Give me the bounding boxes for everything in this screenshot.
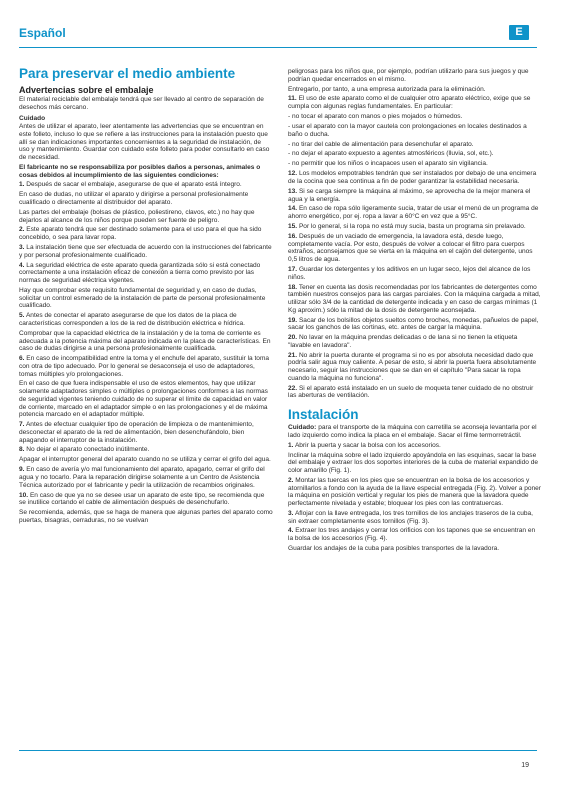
care-label: Cuidado xyxy=(19,115,46,123)
list-item xyxy=(288,317,542,332)
item-text: Guardar los andajes de la cuba para posibles transportes de la lavadora. xyxy=(288,545,500,553)
list-item xyxy=(19,181,273,189)
item-text: Este aparato tendrá que ser destinado solamente para el uso para el que ha sido concebido, o sea para lavar ropa. xyxy=(19,226,262,242)
item-number: 16. xyxy=(288,232,298,240)
care-paragraph: Antes de utilizar el aparato, leer atentamente las advertencias que se encuentran en este folleto, incluso lo que se refiere a las instrucciones para la instalación puesto que allí se dan indicaciones importantes concernientes a la seguridad de instalación, de uso y mantenimiento. Guardar con cuidado este folleto para poder consultarlo en caso de necesidad. xyxy=(19,123,270,161)
item-text: - no tocar el aparato con manos o pies mojados o húmedos. xyxy=(288,113,463,121)
list-item xyxy=(19,312,273,327)
list-item xyxy=(19,330,273,353)
list-item xyxy=(288,223,542,231)
item-number: 14. xyxy=(288,205,298,213)
list-item xyxy=(288,334,542,349)
list-item xyxy=(19,287,273,310)
item-text: Guardar los detergentes y los aditivos en un lugar seco, lejos del alcance de los niños. xyxy=(288,265,531,281)
list-item xyxy=(288,68,542,83)
disclaimer-paragraph: El fabricante no se responsabiliza por posibles daños a personas, animales o cosas debidos al incumplimiento de las siguientes condiciones: xyxy=(19,163,261,179)
list-item xyxy=(288,545,542,553)
item-text: En caso de incompatibilidad entre la toma y el enchufe del aparato, sustituir la toma con otra de tipo adecuado. Por lo general se desaconseja el uso de adaptadores, tomas múltiples y/o prolongaciones. xyxy=(19,355,270,378)
list-item xyxy=(288,86,542,94)
intro-paragraph: El material reciclable del embalaje tendrá que ser llevado al centro de separación de desechos más cercano. xyxy=(19,96,264,111)
list-item xyxy=(19,209,273,224)
page-number: 19 xyxy=(521,762,529,769)
item-text: Apagar el interruptor general del aparato cuando no se utiliza y cerrar el grifo del agua. xyxy=(19,456,271,464)
item-text: peligrosas para los niños que, por ejemplo, podrían utilizarlo para sus juegos y que podrían quedar encerrados en el mismo. xyxy=(288,68,529,83)
list-item xyxy=(19,446,273,454)
item-number: 3. xyxy=(288,509,294,517)
item-text: No abrir la puerta durante el programa si no es por absoluta necesidad dado que podría salir agua muy caliente. A pesar de esto, si abrir la puerta fuera absolutamente necesario, seguir las instrucciones que se dan en el capítulo "Para sacar la ropa cuando la máquina no funciona". xyxy=(288,351,537,382)
item-text: Los modelos empotrables tendrán que ser instalados por debajo de una encimera de la cocina que sea continua a fin de poder garantizar la estabilidad necesaria. xyxy=(288,170,537,185)
list-item xyxy=(19,244,273,259)
item-number: 10. xyxy=(19,491,29,499)
list-item xyxy=(288,527,542,542)
install-care-text: para el transporte de la máquina con carretilla se aconseja levantarla por el lado izquierdo como indica la placa en el embalaje. Sacar el filme termorretráctil. xyxy=(288,424,537,439)
item-text: Hay que comprobar este requisito fundamental de seguridad y, en caso de dudas, solicitar un control esmerado de la instalación de parte de personal profesionalmente cualificado. xyxy=(19,286,266,310)
item-text: - usar el aparato con la mayor cautela con prolongaciones en locales destinados a baño o ducha. xyxy=(288,122,527,138)
list-item xyxy=(288,385,542,400)
item-number: 22. xyxy=(288,384,298,392)
item-text: En caso de avería y/o mal funcionamiento del aparato, apagarlo, cerrar el grifo del agua y no tocarlo. Para la reparación dirigirse solamente a un Centro de Asistencia Técnica autorizado por el fabricante y pedir la utilización de recambios originales. xyxy=(19,466,265,489)
list-item xyxy=(288,510,542,525)
list-item xyxy=(19,355,273,378)
item-text: Antes de conectar el aparato asegurarse de que los datos de la placa de características corresponden a los de la red de distribución eléctrica e hídrica. xyxy=(19,312,245,327)
item-text: Inclinar la máquina sobre el lado izquierdo apoyándola en las esquinas, sacar la base del embalaje y extraer los dos soportes interiores de la cuba de material expandido de color amarillo (Fig. 1). xyxy=(288,451,539,474)
item-text: Después de sacar el embalaje, asegurarse de que el aparato está íntegro. xyxy=(26,181,242,189)
list-item xyxy=(19,492,273,507)
item-number: 9. xyxy=(19,466,25,474)
section-subtitle: Advertencias sobre el embalaje xyxy=(19,85,154,95)
left-column xyxy=(19,66,273,527)
item-number: 2. xyxy=(19,226,25,234)
item-text: Comprobar que la capacidad eléctrica de la instalación y de la toma de corriente es adecuada a la potencia máxima del aparato indicada en la placa de características. En caso de dudas dirigirse a una persona profesionalmente cualificada. xyxy=(19,329,271,353)
item-text: No dejar el aparato conectado inútilmente. xyxy=(26,446,150,454)
right-item-list xyxy=(288,68,542,400)
item-text: Tener en cuenta las dosis recomendadas por los fabricantes de detergentes como también nuestros consejos para las cargas parciales. Con la máquina cargada a mitad, utilizar sólo 3/4 de la cantidad de detergente indicada y en caso de cargas mínimas (1 Kg aproxim.) sólo la mitad de la dosis de detergente aconsejada. xyxy=(288,283,541,314)
item-text: Después de un vaciado de emergencia, la lavadora está, desde luego, completamente vacía. Por esto, después de volver a colocar el filtro para cuerpos extraños, aconsejamos que se vierta en la máquina en el cajón del detergente, unos 0,5 litros de agua. xyxy=(288,232,533,264)
list-item xyxy=(288,123,542,138)
item-text: Abrir la puerta y sacar la bolsa con los accesorios. xyxy=(294,441,441,449)
item-text: Antes de efectuar cualquier tipo de operación de limpieza o de mantenimiento, desconectar el aparato de la red de alimentación, bien desenchufándolo, bien apagando el interruptor de la instalación. xyxy=(19,421,254,444)
item-text: - no permitir que los niños o incapaces usen el aparato sin vigilancia. xyxy=(288,160,488,168)
item-text: No lavar en la máquina prendas delicadas o de lana si no tienen la etiqueta "lavable en lavadora". xyxy=(288,334,518,349)
item-text: Extraer los tres andajes y cerrar los orificios con los tapones que se encuentran en la bolsa de los accesorios (Fig. 4). xyxy=(288,527,536,543)
right-column xyxy=(288,68,542,555)
item-number: 12. xyxy=(288,170,298,178)
header-rule xyxy=(19,47,537,48)
item-number: 6. xyxy=(19,355,25,363)
item-text: Si se carga siempre la máquina al máximo, se aprovecha de la mejor manera el agua y la energía. xyxy=(288,187,531,203)
item-number: 11. xyxy=(288,95,297,103)
list-item xyxy=(288,284,542,315)
install-item-list xyxy=(288,442,542,553)
item-number: 7. xyxy=(19,421,25,429)
list-item xyxy=(288,141,542,149)
install-care-label: Cuidado: xyxy=(288,424,317,432)
item-text: La seguridad eléctrica de este aparato queda garantizada sólo si está conectado correctamente a una instalación eficaz de conexión a tierra como previsto por las normas de seguridad eléctrica vigentes. xyxy=(19,261,261,285)
item-text: Sacar de los bolsillos objetos sueltos como broches, monedas, pañuelos de papel, sacar los ganchos de las cortinas, etc. antes de cargar la máquina. xyxy=(288,316,539,332)
list-item xyxy=(288,95,542,110)
list-item xyxy=(288,477,542,508)
list-item xyxy=(19,466,273,489)
item-number: 13. xyxy=(288,187,298,195)
language-badge: E xyxy=(509,25,529,40)
item-number: 18. xyxy=(288,283,298,291)
item-number: 4. xyxy=(19,261,25,269)
list-item xyxy=(19,421,273,444)
list-item xyxy=(19,226,273,241)
list-item xyxy=(19,509,273,524)
list-item xyxy=(288,150,542,158)
item-text: En caso de dudas, no utilizar el aparato y dirigirse a personal profesionalmente cualificado o directamente al distribuidor del aparato. xyxy=(19,191,249,206)
page-title: Para preservar el medio ambiente xyxy=(19,66,236,81)
list-item xyxy=(288,113,542,121)
item-text: En caso de ropa sólo ligeramente sucia, tratar de usar el menú de un programa de ahorro energético, por ej. ropa a lavar a 60°C en vez que a 95°C. xyxy=(288,205,539,221)
item-text: Aflojar con la llave entregada, los tres tornillos de los anclajes traseros de la cuba, sin extraer completamente esos tornillos (Fig. 3). xyxy=(288,509,533,525)
item-text: Si el aparato está instalado en un suelo de moqueta tener cuidado de no obstruir las aberturas de ventilación. xyxy=(288,384,534,400)
list-item xyxy=(288,452,542,475)
item-number: 3. xyxy=(19,244,25,252)
footer-rule xyxy=(19,750,537,751)
list-item xyxy=(288,205,542,220)
item-text: El uso de este aparato como el de cualquier otro aparato eléctrico, exige que se cumpla con algunas reglas fundamentales. En particular: xyxy=(288,95,531,111)
language-label: Español xyxy=(19,26,66,40)
list-item xyxy=(19,262,273,285)
left-item-list xyxy=(19,181,273,524)
list-item xyxy=(19,380,273,419)
item-number: 19. xyxy=(288,316,298,324)
item-text: En caso de que ya no se desee usar un aparato de este tipo, se recomienda que se inutilice cortando el cable de alimentación después de desenchufarlo. xyxy=(19,491,265,507)
item-number: 1. xyxy=(288,441,294,449)
item-number: 17. xyxy=(288,265,298,273)
installation-title: Instalación xyxy=(288,407,359,423)
item-number: 1. xyxy=(19,181,25,189)
item-text: En el caso de que fuera indispensable el uso de estos elementos, hay que utilizar solamente adaptadores simples o múltiples o prolongaciones conformes a las normas de seguridad vigentes teniendo cuidado de no superar el límite de capacidad en valor de corriente, marcado en el adaptador simple o en las prolongaciones y el de máxima potencia marcado en el adaptador múltiple. xyxy=(19,380,268,419)
item-text: Las partes del embalaje (bolsas de plástico, poliestireno, clavos, etc.) no hay que dejarlos al alcance de los niños porque pueden ser fuente de peligro. xyxy=(19,208,255,224)
item-text: - no dejar el aparato expuesto a agentes atmosféricos (lluvia, sol, etc.). xyxy=(288,150,494,158)
item-text: Por lo general, si la ropa no está muy sucia, basta un programa sin prelavado. xyxy=(298,223,526,231)
list-item xyxy=(288,188,542,203)
item-number: 8. xyxy=(19,446,25,454)
list-item xyxy=(288,442,542,450)
list-item xyxy=(288,352,542,383)
item-number: 15. xyxy=(288,223,298,231)
item-text: Entregarlo, por tanto, a una empresa autorizada para la eliminación. xyxy=(288,85,486,93)
item-number: 4. xyxy=(288,527,294,535)
item-number: 5. xyxy=(19,312,25,320)
item-number: 21. xyxy=(288,351,298,359)
list-item xyxy=(19,191,273,206)
item-number: 2. xyxy=(288,476,294,484)
item-text: Montar las tuercas en los pies que se encuentran en la bolsa de los accesorios y atornillarlos a fondo con la ayuda de la llave especial entregada (Fig. 2). Volver a poner la máquina en posición vertical y regular los pies de manera que la lavadora quede perfectamente nivelada y estable; bloquear los pies con las contratuercas. xyxy=(288,476,541,507)
list-item xyxy=(288,233,542,264)
list-item xyxy=(288,266,542,281)
list-item xyxy=(288,160,542,168)
item-number: 20. xyxy=(288,334,298,342)
item-text: Se recomienda, además, que se haga de manera que algunas partes del aparato como puertas, bisagras, cerraduras, no se vuelvan xyxy=(19,509,273,524)
install-care-paragraph xyxy=(288,424,542,439)
item-text: La instalación tiene que ser efectuada de acuerdo con la instrucciones del fabricante y por personal profesionalmente cualificado. xyxy=(19,244,272,259)
item-text: - no tirar del cable de alimentación para desenchufar el aparato. xyxy=(288,140,474,148)
list-item xyxy=(288,170,542,185)
list-item xyxy=(19,456,273,464)
